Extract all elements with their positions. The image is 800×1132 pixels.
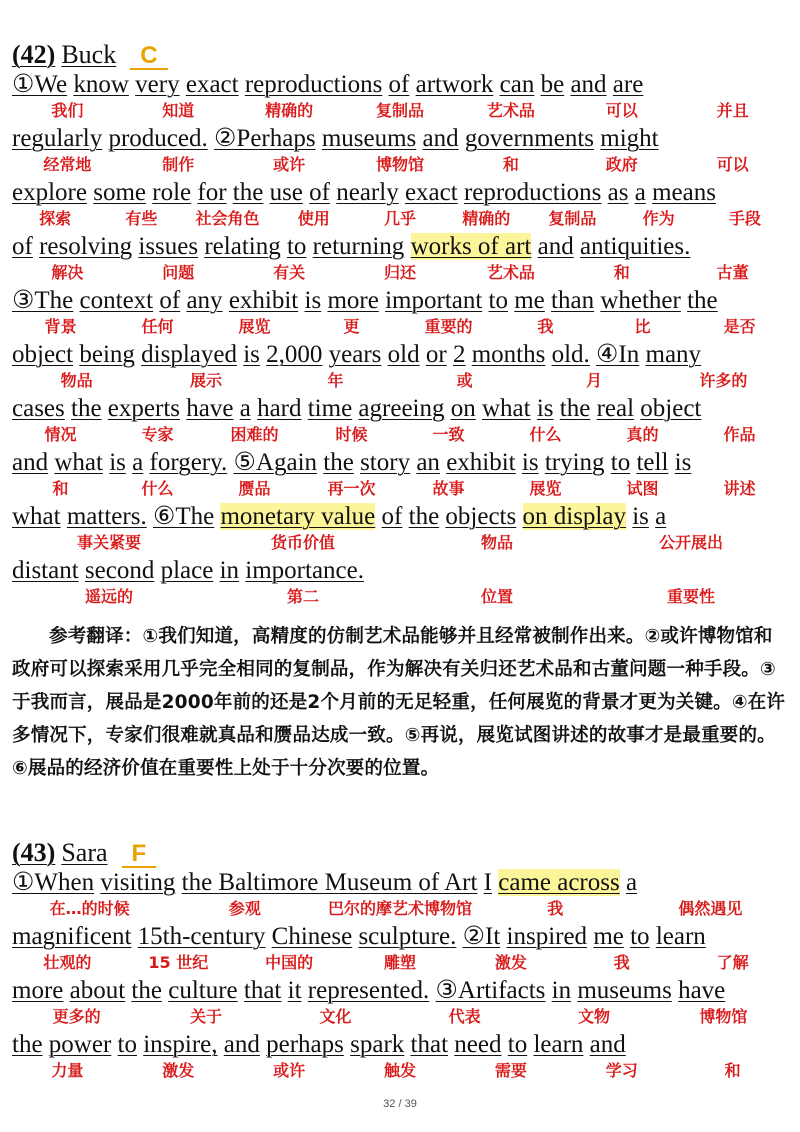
word: need [454, 1031, 502, 1058]
chinese-gloss: 物品 [60, 371, 93, 390]
word: old. [551, 341, 590, 368]
word: in [219, 557, 240, 584]
word: the [71, 395, 102, 422]
word: to [630, 923, 650, 950]
word: an [416, 449, 440, 476]
word: relating [204, 233, 281, 260]
word: might [600, 125, 659, 152]
chinese-gloss: 我 [537, 317, 554, 336]
chinese-gloss: 复制品 [375, 101, 424, 120]
word: on [450, 395, 476, 422]
word: inspired [506, 923, 588, 950]
word: know [73, 71, 129, 98]
word: exact [185, 71, 239, 98]
word: exact [404, 179, 458, 206]
question-42-header [12, 40, 788, 70]
word: any [186, 287, 223, 314]
chinese-gloss: 可以 [716, 155, 749, 174]
chinese-gloss: 货币价值 [270, 533, 335, 552]
word: museums [321, 125, 417, 152]
word: exhibit [228, 287, 299, 314]
chinese-gloss: 艺术品 [486, 263, 535, 282]
chinese-gloss: 和 [724, 1061, 741, 1080]
word: ③The [12, 287, 74, 314]
chinese-gloss: 故事 [432, 479, 465, 498]
chinese-gloss: 壮观的 [43, 953, 92, 972]
word: whether [600, 287, 681, 314]
chinese-gloss: 作为 [642, 209, 675, 228]
chinese-gloss: 什么 [141, 479, 174, 498]
chinese-gloss: 精确的 [265, 101, 314, 120]
word: in [551, 977, 572, 1004]
chinese-gloss-row [12, 1006, 788, 1030]
sentence-line [12, 178, 788, 232]
chinese-gloss-row [12, 370, 788, 394]
highlighted-phrase: monetary value [220, 503, 376, 530]
chinese-gloss: 手段 [728, 209, 761, 228]
word: means [652, 179, 716, 206]
question-43 [12, 838, 788, 1084]
word: produced. [108, 125, 208, 152]
word: role [152, 179, 192, 206]
word: ④In [596, 341, 640, 368]
word: me [593, 923, 624, 950]
sentence-line [12, 1030, 788, 1084]
word: some [93, 179, 146, 206]
english-text [12, 1030, 788, 1060]
word: a [132, 449, 144, 476]
chinese-gloss: 展览 [529, 479, 562, 498]
chinese-gloss: 是否 [723, 317, 756, 336]
chinese-gloss-row [12, 154, 788, 178]
word: and [223, 1031, 260, 1058]
word: that [410, 1031, 449, 1058]
chinese-gloss: 或 [456, 371, 473, 390]
word: object [12, 341, 74, 368]
question-number: (43) [12, 838, 56, 867]
chinese-gloss: 情况 [44, 425, 77, 444]
chinese-gloss: 背景 [44, 317, 77, 336]
chinese-gloss: 或许 [273, 155, 306, 174]
word: 15th-century [137, 923, 266, 950]
word: what [54, 449, 103, 476]
answer-letter: C [130, 44, 167, 70]
word: have [186, 395, 234, 422]
word: explore [12, 179, 87, 206]
chinese-gloss: 公开展出 [658, 533, 723, 552]
chinese-gloss: 和 [502, 155, 519, 174]
chinese-gloss: 更 [343, 317, 360, 336]
word: hard [257, 395, 302, 422]
word: of [309, 179, 330, 206]
word: story [360, 449, 411, 476]
word: importance. [245, 557, 364, 584]
chinese-gloss: 精确的 [462, 209, 511, 228]
chinese-gloss: 博物馆 [375, 155, 424, 174]
sentence-line [12, 502, 788, 556]
word: ⑥The [152, 503, 215, 530]
chinese-gloss: 真的 [626, 425, 659, 444]
page-number: 32 / 39 [383, 1098, 417, 1110]
word: is [536, 395, 554, 422]
word: antiquities. [579, 233, 691, 260]
word: learn [655, 923, 706, 950]
word: reproductions [463, 179, 602, 206]
word: be [540, 71, 565, 98]
word: a [625, 869, 638, 896]
chinese-gloss: 艺术品 [486, 101, 535, 120]
chinese-gloss: 学习 [605, 1061, 638, 1080]
word: the [687, 287, 718, 314]
chinese-gloss: 作品 [723, 425, 756, 444]
chinese-gloss: 15 世纪 [148, 953, 209, 972]
word: is [109, 449, 126, 476]
word: old [387, 341, 420, 368]
chinese-gloss: 力量 [51, 1061, 84, 1080]
chinese-gloss: 试图 [626, 479, 659, 498]
chinese-gloss: 比 [634, 317, 651, 336]
word: many [645, 341, 702, 368]
reference-translation: 参考翻译：①我们知道，高精度的仿制艺术品能够并且经常被制作出来。②或许博物馆和政府可以探索采用几乎完全相同的复制品，作为解决有关归还艺术品和古董问题一种手段。③于我而言，展品是2000年前的还是2个月前的无足轻重，任何展览的背景才更为关键。④在许多情况下，专家们很难就真品和赝品达成一致。⑤再说，展览试图讲述的故事才是最重要的。⑥展品的经济价值在重要性上处于十分次要的位置。 [12, 626, 786, 779]
question-43-lines [12, 868, 788, 1084]
chinese-gloss: 专家 [141, 425, 174, 444]
word: to [286, 233, 307, 260]
word: place [160, 557, 214, 584]
word: I [483, 869, 492, 896]
chinese-gloss: 激发 [162, 1061, 195, 1080]
word: object [640, 395, 702, 422]
word: ①We [12, 71, 68, 98]
word: more [12, 977, 64, 1004]
chinese-gloss-row [12, 208, 788, 232]
chinese-gloss: 并且 [716, 101, 749, 120]
word: governments [464, 125, 595, 152]
word: cases [12, 395, 65, 422]
chinese-gloss: 或许 [273, 1061, 306, 1080]
chinese-gloss: 我们 [51, 101, 84, 120]
word: real [596, 395, 635, 422]
word: that [243, 977, 282, 1004]
word: of [381, 503, 403, 530]
word: are [612, 71, 644, 98]
english-text [12, 340, 788, 370]
chinese-gloss: 在…的时候 [49, 899, 130, 918]
english-text [12, 70, 788, 100]
word: the [559, 395, 591, 422]
english-text [12, 556, 788, 586]
chinese-gloss: 知道 [162, 101, 195, 120]
sentence-line [12, 124, 788, 178]
english-text [12, 178, 788, 208]
sentence-line [12, 286, 788, 340]
word: spark [350, 1031, 405, 1058]
word: and [589, 1031, 626, 1058]
sentence-line [12, 976, 788, 1030]
word: months [471, 341, 546, 368]
chinese-gloss: 什么 [529, 425, 562, 444]
sentence-line [12, 70, 788, 124]
word: resolving [39, 233, 133, 260]
word: to [117, 1031, 137, 1058]
word: 2,000 [266, 341, 323, 368]
sentence-line [12, 232, 788, 286]
word: power [48, 1031, 112, 1058]
chinese-gloss: 更多的 [52, 1007, 101, 1026]
chinese-gloss: 问题 [162, 263, 195, 282]
chinese-gloss: 触发 [383, 1061, 416, 1080]
word: learn [533, 1031, 584, 1058]
chinese-gloss: 重要的 [424, 317, 473, 336]
word: regularly [12, 125, 103, 152]
word: being [79, 341, 135, 368]
word: and [570, 71, 607, 98]
chinese-gloss: 经常地 [43, 155, 92, 174]
chinese-gloss: 古董 [716, 263, 749, 282]
word: and [12, 449, 49, 476]
english-text [12, 124, 788, 154]
chinese-gloss-row [12, 262, 788, 286]
word: artwork [415, 71, 494, 98]
word: is [304, 287, 322, 314]
chinese-gloss: 政府 [605, 155, 638, 174]
chinese-gloss-row [12, 424, 788, 448]
chinese-gloss: 第二 [286, 587, 319, 606]
word: visiting [100, 869, 176, 896]
word-space [404, 233, 410, 260]
chinese-gloss: 关于 [189, 1007, 222, 1026]
chinese-gloss-row [12, 100, 788, 124]
chinese-gloss: 和 [613, 263, 630, 282]
word: as [607, 179, 629, 206]
chinese-gloss: 探索 [39, 209, 72, 228]
word: years [328, 341, 382, 368]
chinese-gloss: 参观 [228, 899, 261, 918]
highlighted-phrase: came across [498, 869, 620, 896]
word: agreeing [358, 395, 445, 422]
word: and [422, 125, 459, 152]
word: important [385, 287, 483, 314]
word: than [551, 287, 595, 314]
word: to [488, 287, 508, 314]
question-42 [12, 40, 788, 610]
chinese-gloss: 归还 [383, 263, 416, 282]
chinese-gloss: 展示 [189, 371, 222, 390]
word: is [243, 341, 260, 368]
word: use [269, 179, 303, 206]
chinese-gloss-row [12, 1060, 788, 1084]
sentence-line [12, 394, 788, 448]
word: of [159, 287, 181, 314]
word: a [634, 179, 646, 206]
chinese-gloss: 重要性 [666, 587, 715, 606]
word: a [655, 503, 667, 530]
english-text [12, 502, 788, 532]
word: objects [445, 503, 517, 530]
highlighted-phrase: on display [522, 503, 626, 530]
chinese-gloss: 需要 [494, 1061, 527, 1080]
chinese-gloss: 使用 [297, 209, 330, 228]
chinese-gloss: 我 [613, 953, 630, 972]
word: exhibit [446, 449, 516, 476]
chinese-gloss: 博物馆 [699, 1007, 748, 1026]
chinese-gloss: 有些 [125, 209, 158, 228]
chinese-gloss: 一致 [432, 425, 465, 444]
word: the Baltimore Museum of Art [181, 869, 478, 896]
word: ⑤Again [233, 449, 318, 476]
word: inspire, [143, 1031, 218, 1058]
word: ②It [462, 923, 501, 950]
chinese-gloss: 再一次 [327, 479, 376, 498]
word: to [610, 449, 631, 476]
word: about [69, 977, 126, 1004]
word: context [79, 287, 154, 314]
word: of [388, 71, 410, 98]
word: is [632, 503, 649, 530]
word: distant [12, 557, 79, 584]
word: ②Perhaps [214, 125, 316, 152]
word: the [131, 977, 162, 1004]
student-name: Buck [61, 40, 117, 69]
english-text [12, 448, 788, 478]
word: ①When [12, 869, 95, 896]
question-number: (42) [12, 40, 56, 69]
chinese-gloss: 中国的 [265, 953, 314, 972]
word: to [507, 1031, 528, 1058]
chinese-gloss-row [12, 478, 788, 502]
chinese-gloss: 月 [585, 371, 602, 390]
english-text [12, 286, 788, 316]
chinese-gloss-row [12, 316, 788, 340]
word: is [674, 449, 692, 476]
chinese-gloss: 我 [547, 899, 564, 918]
chinese-gloss: 赝品 [238, 479, 271, 498]
word: trying [544, 449, 605, 476]
word: what [12, 503, 61, 530]
word: ③Artifacts [435, 977, 546, 1004]
word: the [408, 503, 440, 530]
word: nearly [336, 179, 399, 206]
chinese-gloss: 可以 [605, 101, 638, 120]
word: have [678, 977, 726, 1004]
word: the [232, 179, 264, 206]
word: forgery. [149, 449, 228, 476]
word: experts [107, 395, 180, 422]
chinese-gloss: 偶然遇见 [678, 899, 743, 918]
chinese-gloss: 雕塑 [383, 953, 416, 972]
word: 2 [452, 341, 466, 368]
word: reproductions [244, 71, 383, 98]
chinese-gloss: 代表 [448, 1007, 481, 1026]
english-text [12, 868, 788, 898]
word: of [12, 233, 33, 260]
chinese-gloss: 位置 [480, 587, 513, 606]
chinese-gloss-row [12, 586, 788, 610]
chinese-gloss: 许多的 [699, 371, 748, 390]
word: matters. [66, 503, 147, 530]
chinese-gloss: 文物 [577, 1007, 610, 1026]
chinese-gloss: 遥远的 [84, 587, 133, 606]
word: issues [138, 233, 199, 260]
word: museums [577, 977, 672, 1004]
english-text [12, 394, 788, 424]
chinese-gloss: 时候 [335, 425, 368, 444]
word: perhaps [266, 1031, 344, 1058]
chinese-gloss: 年 [327, 371, 344, 390]
answer-letter: F [122, 842, 157, 868]
word: magnificent [12, 923, 132, 950]
word: second [84, 557, 155, 584]
chinese-gloss: 任何 [141, 317, 174, 336]
word: Chinese [271, 923, 353, 950]
word: it [287, 977, 302, 1004]
word: very [135, 71, 180, 98]
word: for [197, 179, 227, 206]
word: represented. [307, 977, 430, 1004]
word: time [307, 395, 353, 422]
word: the [323, 449, 354, 476]
chinese-gloss: 社会角色 [195, 209, 260, 228]
chinese-gloss: 有关 [273, 263, 306, 282]
word: displayed [141, 341, 237, 368]
chinese-gloss: 解决 [51, 263, 84, 282]
chinese-gloss: 制作 [162, 155, 195, 174]
english-text [12, 232, 788, 262]
word: and [537, 233, 574, 260]
word: or [425, 341, 447, 368]
chinese-gloss: 和 [52, 479, 69, 498]
chinese-gloss: 事关紧要 [76, 533, 141, 552]
english-text [12, 976, 788, 1006]
sentence-line [12, 448, 788, 502]
chinese-gloss-row [12, 952, 788, 976]
word: can [499, 71, 535, 98]
word: what [481, 395, 531, 422]
chinese-gloss: 展览 [238, 317, 271, 336]
chinese-gloss: 巴尔的摩艺术博物馆 [327, 899, 472, 918]
chinese-gloss: 复制品 [548, 209, 597, 228]
word: more [327, 287, 379, 314]
chinese-gloss-row [12, 898, 788, 922]
word: me [514, 287, 545, 314]
word: returning [312, 233, 405, 260]
word: a [239, 395, 251, 422]
sentence-line [12, 868, 788, 922]
english-text [12, 922, 788, 952]
chinese-gloss: 文化 [319, 1007, 352, 1026]
question-43-header [12, 838, 788, 868]
chinese-gloss: 讲述 [723, 479, 756, 498]
sentence-line [12, 922, 788, 976]
chinese-gloss-row [12, 532, 788, 556]
word: culture [168, 977, 238, 1004]
sentence-line [12, 556, 788, 610]
chinese-gloss: 困难的 [230, 425, 279, 444]
word: the [12, 1031, 43, 1058]
student-name: Sara [61, 838, 108, 867]
question-42-lines [12, 70, 788, 610]
word: sculpture. [358, 923, 457, 950]
sentence-line [12, 340, 788, 394]
chinese-gloss: 几乎 [383, 209, 416, 228]
word: is [521, 449, 539, 476]
highlighted-phrase: works of art [410, 233, 532, 260]
chinese-gloss: 物品 [480, 533, 513, 552]
word-space [516, 503, 522, 530]
chinese-gloss: 激发 [494, 953, 527, 972]
word: tell [636, 449, 669, 476]
chinese-gloss: 了解 [716, 953, 749, 972]
